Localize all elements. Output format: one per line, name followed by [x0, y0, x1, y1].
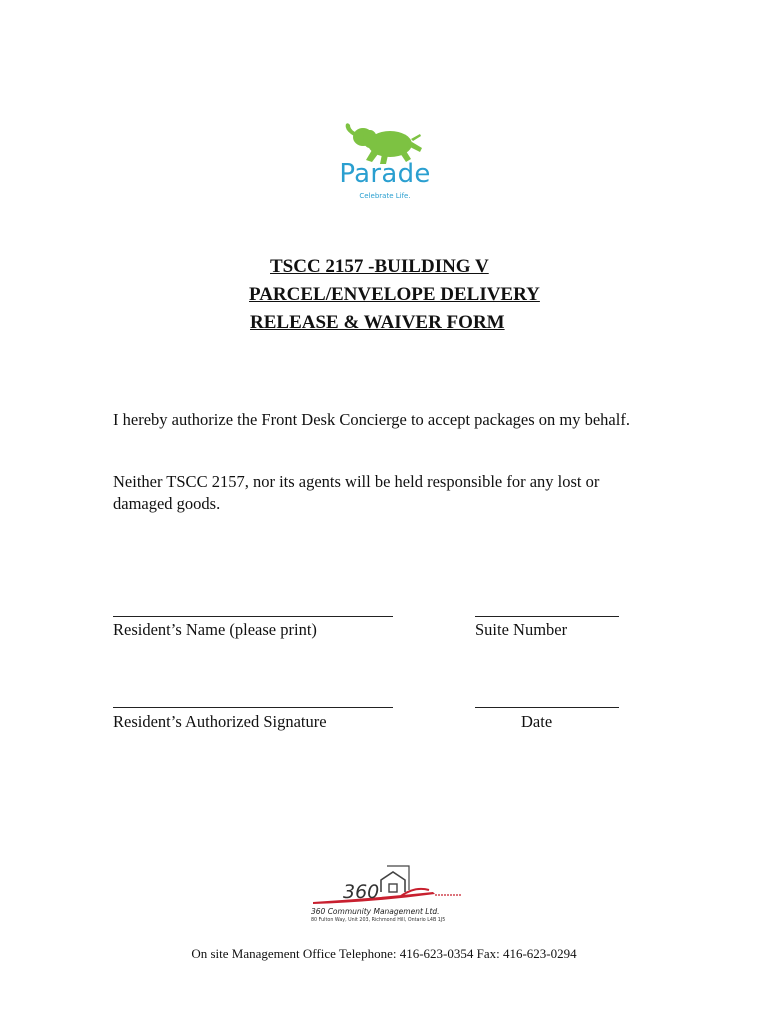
management-company-address: 80 Fulton Way, Unit 203, Richmond Hill, Ontario L4B 1J5 — [311, 918, 446, 923]
date-label: Date — [521, 712, 553, 731]
management-company-name: 360 Community Management Ltd. — [311, 907, 440, 916]
date-field[interactable] — [475, 707, 619, 708]
logo-360-mark: 360 — [343, 881, 380, 903]
suite-number-field[interactable] — [475, 616, 619, 617]
resident-name-field[interactable] — [113, 616, 393, 617]
management-company-logo — [305, 862, 470, 932]
liability-paragraph: Neither TSCC 2157, nor its agents will be held responsible for any lost or damaged goods. — [113, 472, 600, 513]
form-title-line-1: TSCC 2157 -BUILDING V — [270, 256, 489, 277]
footer-contact-text: On site Management Office Telephone: 416-623-0354 Fax: 416-623-0294 — [191, 946, 577, 961]
form-title-line-2: PARCEL/ENVELOPE DELIVERY — [249, 284, 540, 305]
parade-logo — [330, 122, 440, 206]
footer-contact — [0, 946, 770, 962]
house-360-icon — [305, 862, 470, 907]
resident-name-label: Resident’s Name (please print) — [113, 620, 317, 639]
parade-tagline: Celebrate Life. — [359, 192, 411, 200]
suite-number-label: Suite Number — [475, 620, 568, 639]
parade-wordmark: Parade — [339, 159, 431, 189]
signature-field[interactable] — [113, 707, 393, 708]
signature-label: Resident’s Authorized Signature — [113, 712, 327, 731]
authorization-paragraph: I hereby authorize the Front Desk Concierge to accept packages on my behalf. — [113, 410, 630, 429]
form-title-line-3: RELEASE & WAIVER FORM — [250, 312, 505, 333]
